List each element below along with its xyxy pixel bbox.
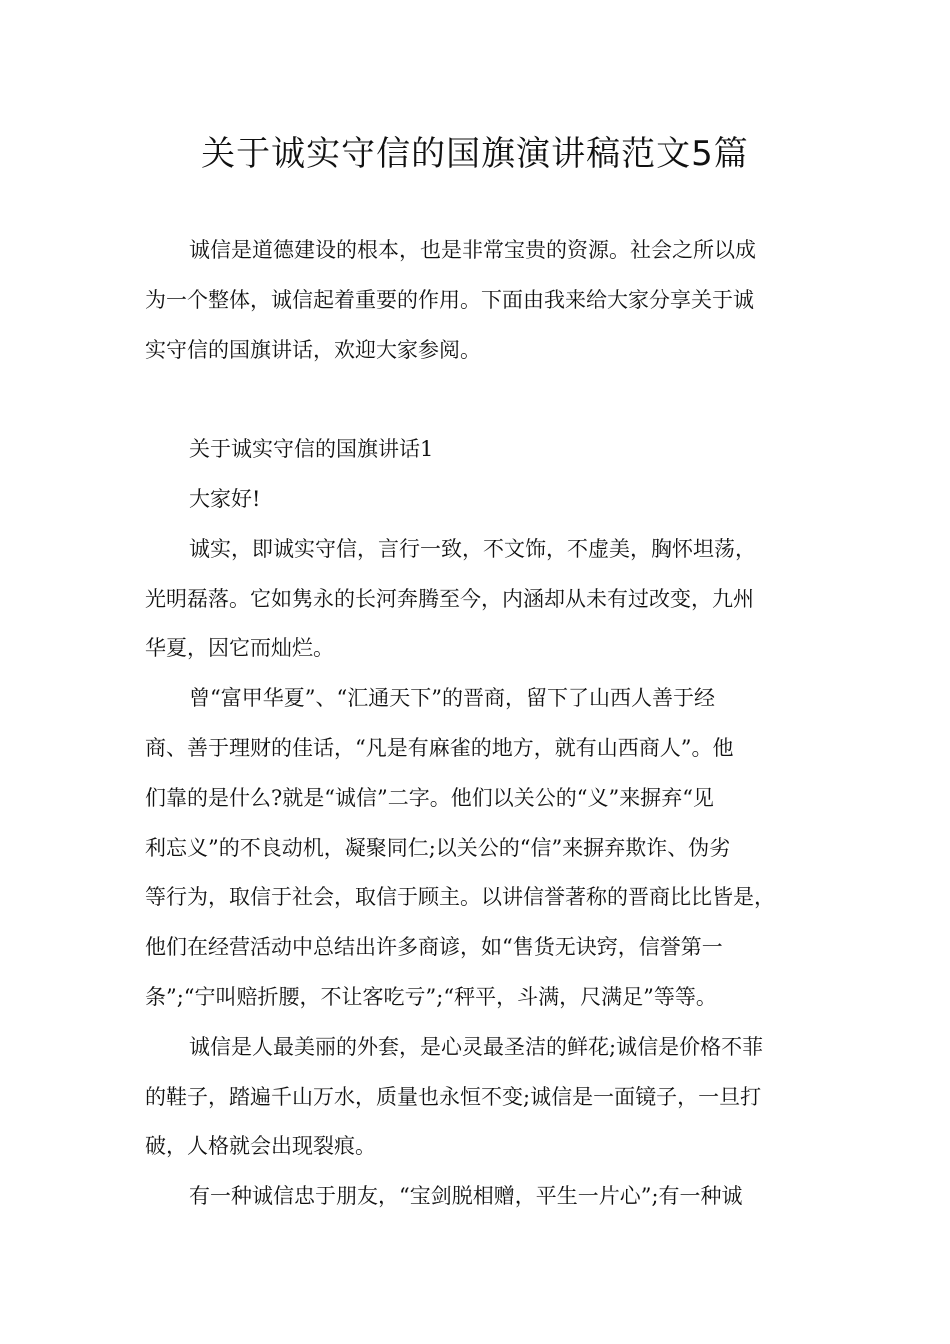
paragraph-line: 有一种诚信忠于朋友，“宝剑脱相赠，平生一片心”;有一种诚 [189,1184,743,1209]
intro-line: 诚信是道德建设的根本，也是非常宝贵的资源。社会之所以成 [189,238,756,262]
paragraph-line: 的鞋子，踏遍千山万水，质量也永恒不变;诚信是一面镜子，一旦打 [145,1084,762,1109]
paragraph-line: 他们在经营活动中总结出许多商谚，如“售货无诀窍，信誉第一 [145,935,723,960]
paragraph-line: 光明磊落。它如隽永的长河奔腾至今，内涵却从未有过改变，九州 [145,586,754,611]
intro-line: 实守信的国旗讲话，欢迎大家参阅。 [145,337,481,362]
greeting: 大家好! [189,486,261,511]
paragraph-line: 曾“富甲华夏”、“汇通天下”的晋商，留下了山西人善于经 [189,686,715,711]
intro-line: 为一个整体，诚信起着重要的作用。下面由我来给大家分享关于诚 [145,287,754,312]
paragraph-line: 们靠的是什么?就是“诚信”二字。他们以关公的“义”来摒弃“见 [145,785,714,810]
paragraph-line: 条”;“宁叫赔折腰，不让客吃亏”;“秤平，斗满，尺满足”等等。 [145,984,717,1009]
paragraph-line: 等行为，取信于社会，取信于顾主。以讲信誉著称的晋商比比皆是， [145,885,775,910]
section-heading: 关于诚实守信的国旗讲话1 [189,437,434,462]
blank-line [145,375,810,425]
paragraph-line: 破，人格就会出现裂痕。 [145,1134,376,1159]
paragraph-line: 商、善于理财的佳话，“凡是有麻雀的地方，就有山西商人”。他 [145,735,734,760]
document-body [145,226,810,1222]
paragraph-line: 利忘义”的不良动机，凝聚同仁;以关公的“信”来摒弃欺诈、伪劣 [145,835,731,860]
paragraph-line: 华夏，因它而灿烂。 [145,636,334,661]
document-title: 关于诚实守信的国旗演讲稿范文5篇 [201,134,749,174]
paragraph-line: 诚实，即诚实守信，言行一致，不文饰，不虚美，胸怀坦荡， [189,536,756,561]
paragraph-line: 诚信是人最美丽的外套，是心灵最圣洁的鲜花;诚信是价格不菲 [189,1034,764,1059]
